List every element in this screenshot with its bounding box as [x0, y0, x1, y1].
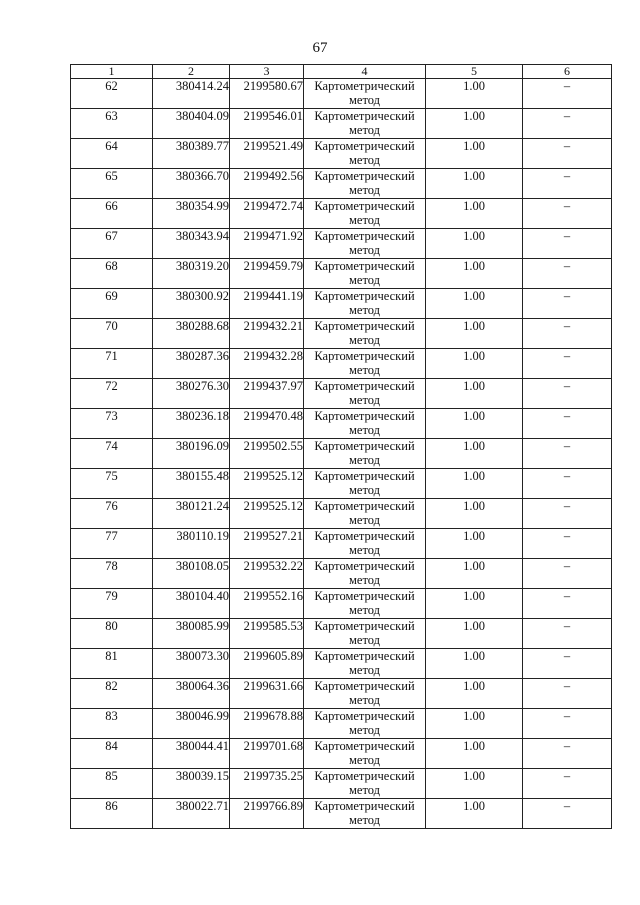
- method-line-1: Картометрический: [314, 679, 415, 693]
- method-line-1: Картометрический: [314, 109, 415, 123]
- y-coordinate-cell: 2199502.55: [230, 439, 304, 469]
- method-cell: [304, 469, 426, 499]
- point-number-cell: 77: [71, 529, 153, 559]
- note-cell: –: [523, 679, 612, 709]
- y-coordinate-cell: 2199546.01: [230, 109, 304, 139]
- method-line-1: Картометрический: [314, 619, 415, 633]
- point-number-cell: 81: [71, 649, 153, 679]
- note-cell: –: [523, 79, 612, 109]
- table-row: [71, 709, 612, 739]
- precision-cell: 1.00: [426, 229, 523, 259]
- method-line-1: Картометрический: [314, 229, 415, 243]
- method-line-2: метод: [348, 783, 380, 797]
- y-coordinate-cell: 2199735.25: [230, 769, 304, 799]
- method-cell: [304, 529, 426, 559]
- method-line-2: метод: [348, 483, 380, 497]
- point-number-cell: 80: [71, 619, 153, 649]
- x-coordinate-cell: 380236.18: [153, 409, 230, 439]
- precision-cell: 1.00: [426, 169, 523, 199]
- note-cell: –: [523, 139, 612, 169]
- method-cell: [304, 319, 426, 349]
- table-row: [71, 439, 612, 469]
- y-coordinate-cell: 2199437.97: [230, 379, 304, 409]
- y-coordinate-cell: 2199492.56: [230, 169, 304, 199]
- table-row: [71, 649, 612, 679]
- method-cell: [304, 109, 426, 139]
- point-number-cell: 66: [71, 199, 153, 229]
- precision-cell: 1.00: [426, 439, 523, 469]
- x-coordinate-cell: 380343.94: [153, 229, 230, 259]
- point-number-cell: 86: [71, 799, 153, 829]
- table-body: [71, 79, 612, 829]
- y-coordinate-cell: 2199585.53: [230, 619, 304, 649]
- x-coordinate-cell: 380022.71: [153, 799, 230, 829]
- method-line-1: Картометрический: [314, 289, 415, 303]
- header-col-2: 2: [153, 65, 230, 79]
- table-row: [71, 529, 612, 559]
- note-cell: –: [523, 169, 612, 199]
- method-line-2: метод: [348, 603, 380, 617]
- method-cell: [304, 799, 426, 829]
- page-number: 67: [312, 40, 328, 56]
- method-cell: [304, 649, 426, 679]
- header-row: [71, 65, 612, 79]
- method-line-1: Картометрический: [314, 379, 415, 393]
- x-coordinate-cell: 380046.99: [153, 709, 230, 739]
- method-cell: [304, 709, 426, 739]
- point-number-cell: 67: [71, 229, 153, 259]
- x-coordinate-cell: 380085.99: [153, 619, 230, 649]
- x-coordinate-cell: 380414.24: [153, 79, 230, 109]
- x-coordinate-cell: 380039.15: [153, 769, 230, 799]
- x-coordinate-cell: 380196.09: [153, 439, 230, 469]
- note-cell: –: [523, 619, 612, 649]
- method-line-2: метод: [348, 813, 380, 827]
- note-cell: –: [523, 229, 612, 259]
- table-row: [71, 409, 612, 439]
- x-coordinate-cell: 380319.20: [153, 259, 230, 289]
- method-line-2: метод: [348, 723, 380, 737]
- note-cell: –: [523, 709, 612, 739]
- table-row: [71, 589, 612, 619]
- method-line-1: Картометрический: [314, 199, 415, 213]
- method-line-1: Картометрический: [314, 799, 415, 813]
- precision-cell: 1.00: [426, 649, 523, 679]
- method-line-1: Картометрический: [314, 79, 415, 93]
- y-coordinate-cell: 2199470.48: [230, 409, 304, 439]
- precision-cell: 1.00: [426, 769, 523, 799]
- precision-cell: 1.00: [426, 199, 523, 229]
- table-header: [71, 65, 612, 79]
- point-number-cell: 73: [71, 409, 153, 439]
- point-number-cell: 85: [71, 769, 153, 799]
- y-coordinate-cell: 2199527.21: [230, 529, 304, 559]
- method-cell: [304, 199, 426, 229]
- x-coordinate-cell: 380108.05: [153, 559, 230, 589]
- note-cell: –: [523, 109, 612, 139]
- y-coordinate-cell: 2199766.89: [230, 799, 304, 829]
- method-line-1: Картометрический: [314, 409, 415, 423]
- y-coordinate-cell: 2199552.16: [230, 589, 304, 619]
- precision-cell: 1.00: [426, 379, 523, 409]
- method-cell: [304, 349, 426, 379]
- y-coordinate-cell: 2199631.66: [230, 679, 304, 709]
- point-number-cell: 82: [71, 679, 153, 709]
- header-col-4: 4: [304, 65, 426, 79]
- precision-cell: 1.00: [426, 319, 523, 349]
- x-coordinate-cell: 380121.24: [153, 499, 230, 529]
- method-line-1: Картометрический: [314, 499, 415, 513]
- precision-cell: 1.00: [426, 739, 523, 769]
- table-row: [71, 199, 612, 229]
- table-row: [71, 289, 612, 319]
- point-number-cell: 76: [71, 499, 153, 529]
- note-cell: –: [523, 439, 612, 469]
- table-row: [71, 799, 612, 829]
- point-number-cell: 74: [71, 439, 153, 469]
- precision-cell: 1.00: [426, 79, 523, 109]
- method-line-1: Картометрический: [314, 769, 415, 783]
- x-coordinate-cell: 380073.30: [153, 649, 230, 679]
- method-cell: [304, 589, 426, 619]
- method-line-2: метод: [348, 123, 380, 137]
- precision-cell: 1.00: [426, 709, 523, 739]
- x-coordinate-cell: 380044.41: [153, 739, 230, 769]
- point-number-cell: 84: [71, 739, 153, 769]
- x-coordinate-cell: 380064.36: [153, 679, 230, 709]
- precision-cell: 1.00: [426, 409, 523, 439]
- coordinates-table: [70, 64, 612, 829]
- table-row: [71, 379, 612, 409]
- table-row: [71, 679, 612, 709]
- method-cell: [304, 559, 426, 589]
- header-col-6: 6: [523, 65, 612, 79]
- method-line-2: метод: [348, 363, 380, 377]
- method-line-1: Картометрический: [314, 589, 415, 603]
- method-line-1: Картометрический: [314, 169, 415, 183]
- method-line-2: метод: [348, 753, 380, 767]
- y-coordinate-cell: 2199432.28: [230, 349, 304, 379]
- point-number-cell: 75: [71, 469, 153, 499]
- method-line-2: метод: [348, 693, 380, 707]
- method-line-1: Картометрический: [314, 439, 415, 453]
- table-row: [71, 319, 612, 349]
- point-number-cell: 68: [71, 259, 153, 289]
- y-coordinate-cell: 2199525.12: [230, 499, 304, 529]
- method-cell: [304, 259, 426, 289]
- table-row: [71, 229, 612, 259]
- note-cell: –: [523, 469, 612, 499]
- method-cell: [304, 499, 426, 529]
- note-cell: –: [523, 769, 612, 799]
- precision-cell: 1.00: [426, 139, 523, 169]
- precision-cell: 1.00: [426, 559, 523, 589]
- table-row: [71, 109, 612, 139]
- x-coordinate-cell: 380366.70: [153, 169, 230, 199]
- note-cell: –: [523, 649, 612, 679]
- table-row: [71, 559, 612, 589]
- method-cell: [304, 679, 426, 709]
- note-cell: –: [523, 259, 612, 289]
- method-line-2: метод: [348, 213, 380, 227]
- table-row: [71, 739, 612, 769]
- y-coordinate-cell: 2199472.74: [230, 199, 304, 229]
- note-cell: –: [523, 289, 612, 319]
- point-number-cell: 83: [71, 709, 153, 739]
- x-coordinate-cell: 380389.77: [153, 139, 230, 169]
- method-line-1: Картометрический: [314, 529, 415, 543]
- method-cell: [304, 79, 426, 109]
- y-coordinate-cell: 2199471.92: [230, 229, 304, 259]
- header-col-3: 3: [230, 65, 304, 79]
- y-coordinate-cell: 2199459.79: [230, 259, 304, 289]
- y-coordinate-cell: 2199678.88: [230, 709, 304, 739]
- note-cell: –: [523, 529, 612, 559]
- method-cell: [304, 379, 426, 409]
- method-line-2: метод: [348, 453, 380, 467]
- y-coordinate-cell: 2199605.89: [230, 649, 304, 679]
- precision-cell: 1.00: [426, 529, 523, 559]
- x-coordinate-cell: 380155.48: [153, 469, 230, 499]
- note-cell: –: [523, 349, 612, 379]
- x-coordinate-cell: 380110.19: [153, 529, 230, 559]
- method-line-2: метод: [348, 573, 380, 587]
- method-line-2: метод: [348, 663, 380, 677]
- point-number-cell: 70: [71, 319, 153, 349]
- method-line-2: метод: [348, 243, 380, 257]
- method-cell: [304, 439, 426, 469]
- method-cell: [304, 409, 426, 439]
- x-coordinate-cell: 380354.99: [153, 199, 230, 229]
- note-cell: –: [523, 499, 612, 529]
- method-cell: [304, 289, 426, 319]
- precision-cell: 1.00: [426, 499, 523, 529]
- method-cell: [304, 619, 426, 649]
- method-line-1: Картометрический: [314, 649, 415, 663]
- y-coordinate-cell: 2199525.12: [230, 469, 304, 499]
- method-line-2: метод: [348, 423, 380, 437]
- y-coordinate-cell: 2199532.22: [230, 559, 304, 589]
- table-row: [71, 469, 612, 499]
- method-line-2: метод: [348, 183, 380, 197]
- method-line-2: метод: [348, 333, 380, 347]
- y-coordinate-cell: 2199521.49: [230, 139, 304, 169]
- table-row: [71, 349, 612, 379]
- point-number-cell: 78: [71, 559, 153, 589]
- point-number-cell: 63: [71, 109, 153, 139]
- precision-cell: 1.00: [426, 679, 523, 709]
- point-number-cell: 65: [71, 169, 153, 199]
- method-line-2: метод: [348, 543, 380, 557]
- precision-cell: 1.00: [426, 349, 523, 379]
- point-number-cell: 72: [71, 379, 153, 409]
- note-cell: –: [523, 319, 612, 349]
- method-cell: [304, 169, 426, 199]
- table-row: [71, 619, 612, 649]
- y-coordinate-cell: 2199580.67: [230, 79, 304, 109]
- method-line-2: метод: [348, 153, 380, 167]
- method-line-2: метод: [348, 303, 380, 317]
- header-col-5: 5: [426, 65, 523, 79]
- note-cell: –: [523, 799, 612, 829]
- table-row: [71, 79, 612, 109]
- x-coordinate-cell: 380276.30: [153, 379, 230, 409]
- point-number-cell: 69: [71, 289, 153, 319]
- note-cell: –: [523, 409, 612, 439]
- method-cell: [304, 229, 426, 259]
- method-line-2: метод: [348, 633, 380, 647]
- point-number-cell: 64: [71, 139, 153, 169]
- method-line-1: Картометрический: [314, 349, 415, 363]
- method-line-1: Картометрический: [314, 139, 415, 153]
- method-line-1: Картометрический: [314, 739, 415, 753]
- y-coordinate-cell: 2199701.68: [230, 739, 304, 769]
- method-line-1: Картометрический: [314, 469, 415, 483]
- precision-cell: 1.00: [426, 619, 523, 649]
- table-row: [71, 499, 612, 529]
- method-line-1: Картометрический: [314, 259, 415, 273]
- precision-cell: 1.00: [426, 109, 523, 139]
- x-coordinate-cell: 380287.36: [153, 349, 230, 379]
- precision-cell: 1.00: [426, 259, 523, 289]
- point-number-cell: 62: [71, 79, 153, 109]
- y-coordinate-cell: 2199432.21: [230, 319, 304, 349]
- header-col-1: 1: [71, 65, 153, 79]
- point-number-cell: 79: [71, 589, 153, 619]
- method-line-2: метод: [348, 93, 380, 107]
- method-cell: [304, 769, 426, 799]
- x-coordinate-cell: 380300.92: [153, 289, 230, 319]
- method-line-2: метод: [348, 513, 380, 527]
- precision-cell: 1.00: [426, 469, 523, 499]
- note-cell: –: [523, 199, 612, 229]
- table-row: [71, 769, 612, 799]
- x-coordinate-cell: 380288.68: [153, 319, 230, 349]
- note-cell: –: [523, 379, 612, 409]
- x-coordinate-cell: 380104.40: [153, 589, 230, 619]
- method-line-1: Картометрический: [314, 319, 415, 333]
- method-cell: [304, 139, 426, 169]
- precision-cell: 1.00: [426, 799, 523, 829]
- point-number-cell: 71: [71, 349, 153, 379]
- y-coordinate-cell: 2199441.19: [230, 289, 304, 319]
- precision-cell: 1.00: [426, 289, 523, 319]
- method-line-1: Картометрический: [314, 709, 415, 723]
- table-row: [71, 139, 612, 169]
- note-cell: –: [523, 559, 612, 589]
- method-line-1: Картометрический: [314, 559, 415, 573]
- table-row: [71, 169, 612, 199]
- table-row: [71, 259, 612, 289]
- note-cell: –: [523, 589, 612, 619]
- method-line-2: метод: [348, 393, 380, 407]
- precision-cell: 1.00: [426, 589, 523, 619]
- method-cell: [304, 739, 426, 769]
- x-coordinate-cell: 380404.09: [153, 109, 230, 139]
- note-cell: –: [523, 739, 612, 769]
- method-line-2: метод: [348, 273, 380, 287]
